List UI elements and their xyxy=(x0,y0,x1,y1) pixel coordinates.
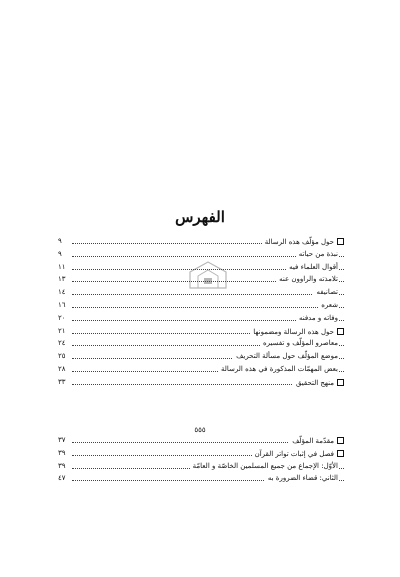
toc-row xyxy=(58,276,344,289)
dot-leader xyxy=(72,307,344,308)
dot-leader xyxy=(72,294,344,295)
toc-page-number: ٢٤ xyxy=(58,339,66,348)
toc-entry-text: تصانيفه xyxy=(316,288,338,297)
toc-entry-label xyxy=(250,328,344,336)
toc-entry-text: معاصرو المؤلّف و تفسيره xyxy=(263,339,338,348)
toc-entry-label xyxy=(190,463,338,470)
toc-page-number: ٩ xyxy=(58,237,62,245)
toc-page-number: ٣٩ xyxy=(58,448,66,457)
toc-entry-text: الأوّل: الإجماع من جميع المسلمين الخاصّة و العامّة xyxy=(192,461,338,470)
toc-row xyxy=(58,475,344,488)
toc-row xyxy=(58,315,344,328)
toc-entry-label xyxy=(218,366,338,373)
toc-entry-label xyxy=(318,302,338,309)
toc-page-number: ٢٥ xyxy=(58,352,66,361)
toc-row xyxy=(58,366,344,379)
toc-page-number: ٢١ xyxy=(58,326,66,335)
toc-row xyxy=(58,379,344,392)
toc-entry-text: نبذة من حياته xyxy=(298,249,338,258)
toc-page-number: ٣٧ xyxy=(58,436,66,444)
toc-entry-label xyxy=(233,353,338,360)
toc-entry-label xyxy=(286,264,338,271)
table-of-contents xyxy=(58,238,344,392)
toc-entry-label xyxy=(252,450,344,458)
toc-entry-text: فصل في إثبات تواتر القرآن xyxy=(254,449,334,458)
toc-page-number: ٤٧ xyxy=(58,474,66,483)
toc-entry-text: أقوال العلماء فيه xyxy=(289,262,338,271)
toc-page-number: ٢٠ xyxy=(58,313,66,322)
toc-entry-text: مقدّمة المؤلّف xyxy=(292,437,334,445)
square-bullet-icon xyxy=(337,379,344,386)
toc-row xyxy=(58,437,344,450)
toc-entry-text: وفاته و مدفنه xyxy=(298,313,338,322)
toc-entry-label xyxy=(260,340,338,347)
toc-entry-text: حول هذه الرسالة ومضمونها xyxy=(253,327,334,336)
section-separator: ٥٥٥ xyxy=(194,426,206,434)
toc-page-number: ١٤ xyxy=(58,288,66,297)
toc-entry-label xyxy=(276,276,338,283)
toc-entry-text: الثاني: قضاء الضرورة به xyxy=(267,474,338,483)
toc-page-number: ٢٨ xyxy=(58,364,66,373)
toc-page-number: ٣٩ xyxy=(58,461,66,470)
square-bullet-icon xyxy=(337,238,344,245)
toc-entry-label xyxy=(262,238,344,246)
toc-entry-text: بعض المهمّات المذكورة في هذه الرسالة xyxy=(221,364,338,373)
square-bullet-icon xyxy=(337,437,344,444)
toc-entry-label xyxy=(296,315,338,322)
toc-entry-text: تلامذته والراوون عنه xyxy=(279,275,338,284)
toc-entry-label xyxy=(289,437,344,445)
toc-page-number: ١٦ xyxy=(58,300,66,309)
toc-entry-text: شعره xyxy=(321,300,338,309)
page-title: الفهرس xyxy=(175,208,225,226)
toc-entry-label xyxy=(293,379,344,387)
toc-page-number: ٩ xyxy=(58,249,62,258)
toc-entry-label xyxy=(265,475,338,482)
toc-entry-label xyxy=(313,289,338,296)
toc-page-number: ١١ xyxy=(58,262,66,271)
table-of-contents-continued xyxy=(58,437,344,488)
toc-entry-label xyxy=(296,251,338,258)
toc-entry-text: حول مؤلّف هذه الرسالة xyxy=(264,238,334,246)
toc-entry-text: منهج التحقيق xyxy=(295,378,334,387)
toc-page-number: ١٣ xyxy=(58,275,66,284)
toc-row xyxy=(58,289,344,302)
square-bullet-icon xyxy=(337,328,344,335)
toc-entry-text: موضع المؤلّف حول مسألة التحريف xyxy=(236,352,338,361)
toc-page-number: ٣٣ xyxy=(58,377,66,386)
square-bullet-icon xyxy=(337,450,344,457)
